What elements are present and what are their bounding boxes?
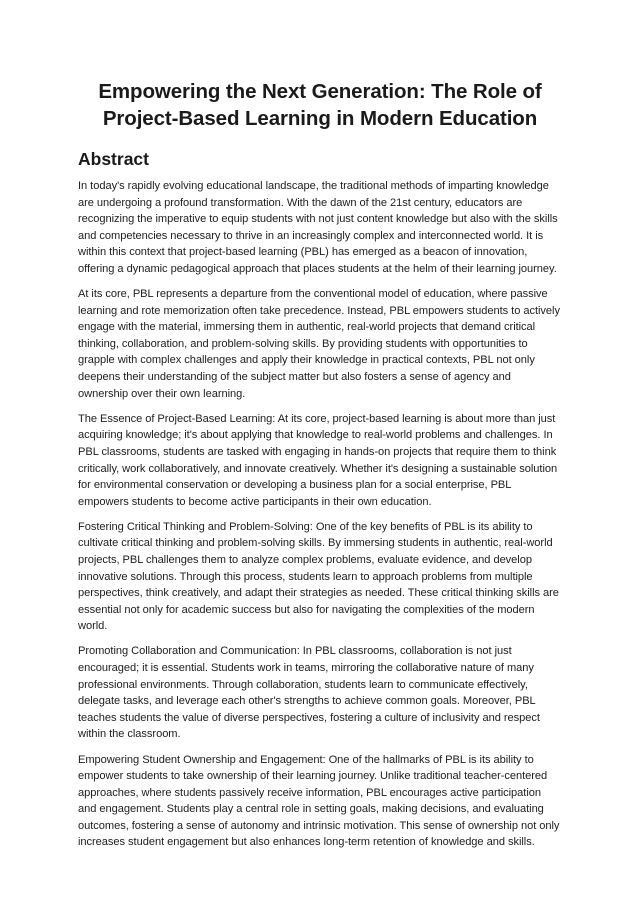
- paragraph-critical-thinking: Fostering Critical Thinking and Problem-Solving: One of the key benefits of PBL is its ability to cultivate critical thinking and problem-solving skills. By immersing students in authentic, real-world projects, PBL challenges them to analyze complex problems, evaluate evidence, and develop innovative solutions. Through this process, students learn to approach problems from multiple perspectives, think creatively, and adapt their strategies as needed. These critical thinking skills are essential not only for academic success but also for navigating the complexities of the modern world.: [78, 520, 559, 633]
- abstract-heading: Abstract: [78, 149, 149, 169]
- document-page: [78, 78, 562, 860]
- paragraph-essence: The Essence of Project-Based Learning: At its core, project-based learning is about more than just acquiring knowledge; it's about applying that knowledge to real-world problems and challenges. In PBL classrooms, students are tasked with engaging in hands-on projects that require them to think critically, work collaboratively, and innovate creatively. Whether it's designing a sustainable solution for environmental conservation or developing a business plan for a social enterprise, PBL empowers students to become active participants in their own education.: [78, 412, 558, 508]
- paragraph-intro: In today's rapidly evolving educational landscape, the traditional methods of imparting knowledge are undergoing a profound transformation. With the dawn of the 21st century, educators are recognizing the imperative to equip students with not just content knowledge but also with the skills and competencies necessary to thrive in an increasingly complex and interconnected world. It is within this context that project-based learning (PBL) has emerged as a beacon of innovation, offering a dynamic pedagogical approach that places students at the helm of their learning journey.: [78, 180, 558, 275]
- paragraph-core: At its core, PBL represents a departure from the conventional model of education, where passive learning and rote memorization often take precedence. Instead, PBL empowers students to actively engage with the material, immersing them in authentic, real-world projects that demand critical thinking, collaboration, and problem-solving skills. By providing students with opportunities to grapple with complex challenges and apply their knowledge in practical contexts, PBL not only deepens their understanding of the subject matter but also fosters a sense of agency and ownership over their own learning.: [78, 288, 560, 400]
- paragraph-ownership: Empowering Student Ownership and Engagement: One of the hallmarks of PBL is its ability to empower students to take ownership of their learning journey. Unlike traditional teacher-centered approaches, where students passively receive information, PBL encourages active participation and engagement. Students play a central role in setting goals, making decisions, and evaluating outcomes, fostering a sense of autonomy and intrinsic motivation. This sense of ownership not only increases student engagement but also enhances long-term retention of knowledge and skills.: [78, 753, 560, 849]
- paragraph-collaboration: Promoting Collaboration and Communication: In PBL classrooms, collaboration is not just encouraged; it is essential. Students work in teams, mirroring the collaborative nature of many professional environments. Through collaboration, students learn to communicate effectively, delegate tasks, and leverage each other's strengths to achieve common goals. Moreover, PBL teaches students the value of diverse perspectives, fostering a culture of inclusivity and respect within the classroom.: [78, 645, 540, 741]
- document-title: Empowering the Next Generation: The Role of Project-Based Learning in Modern Education: [98, 80, 542, 130]
